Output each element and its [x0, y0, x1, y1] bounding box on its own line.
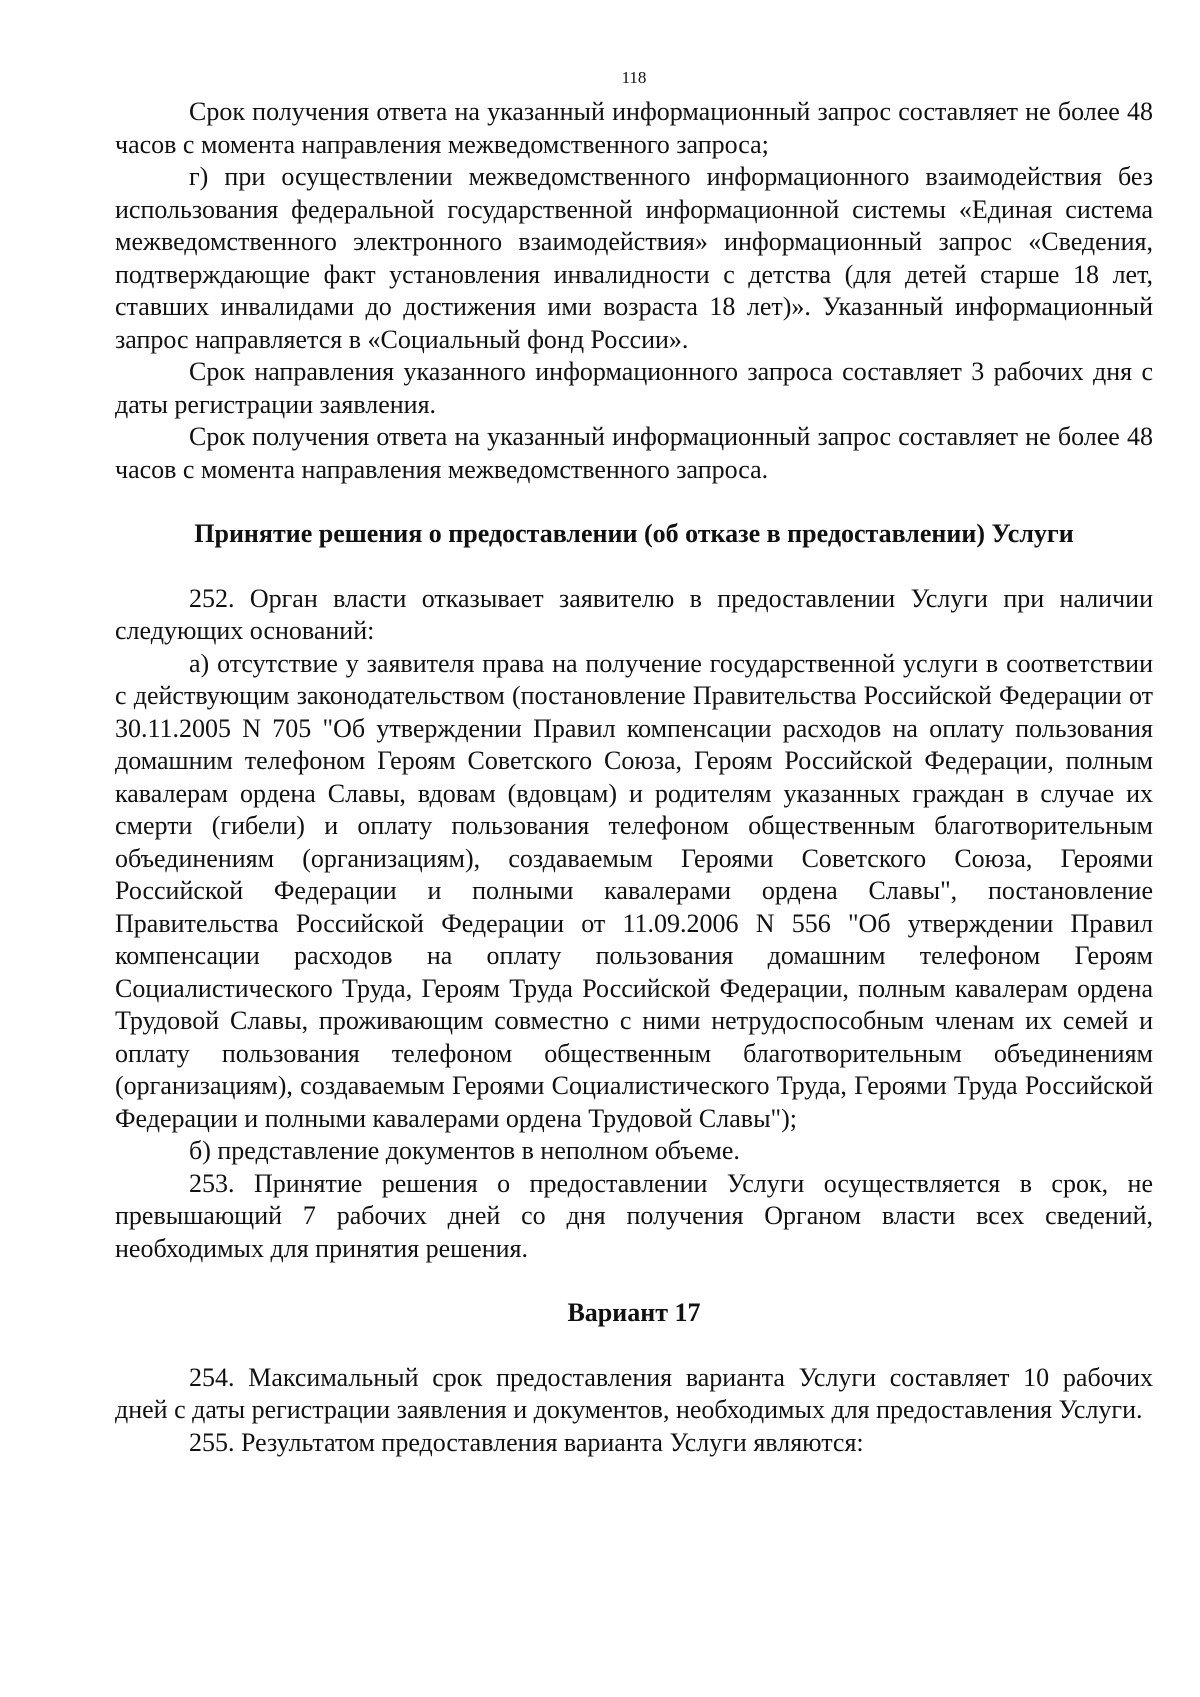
page-number: 118	[621, 68, 647, 87]
paragraph-item-b: б) представление документов в неполном объеме.	[189, 1136, 740, 1165]
paragraph-255: 255. Результатом предоставления варианта Услуги являются:	[189, 1427, 864, 1457]
section-heading-variant: Вариант 17	[567, 1298, 701, 1327]
document-body	[115, 96, 1153, 1459]
paragraph-send-deadline: Срок направления указанного информационного запроса составляет 3 рабочих дня с даты регистрации заявления.	[115, 357, 1153, 419]
paragraph-253: 253. Принятие решения о предоставлении Услуги осуществляется в срок, не превышающий 7 рабочих дней со дня получения Органом власти всех сведений, необходимых для принятия решения.	[115, 1168, 1153, 1263]
paragraph-252: 252. Орган власти отказывает заявителю в предоставлении Услуги при наличии следующих оснований:	[115, 583, 1153, 645]
paragraph-item-a: а) отсутствие у заявителя права на получение государственной услуги в соответствии с действующим законодательством (постановление Правительства Российской Федерации от 30.11.2005 N 705 "Об утверждении Правил компенсации расходов на оплату пользования домашним телефоном Героям Советского Союза, Героям Российской Федерации, полным кавалерам ордена Славы, вдовам (вдовцам) и родителям указанных граждан в случае их смерти (гибели) и оплату пользования телефоном общественным благотворительным объединениям (организациям), создаваемым Героями Советского Союза, Героями Российской Федерации и полными кавалерами ордена Славы", постановление Правительства Российской Федерации от 11.09.2006 N 556 "Об утверждении Правил компенсации расходов на оплату пользования домашним телефоном Героям Социалистического Труда, Героям Труда Российской Федерации, полным кавалерам ордена Трудовой Славы, проживающим совместно с ними нетрудоспособным членам их семей и оплату пользования телефоном общественным благотворительным объединениям (организациям), создаваемым Героями Социалистического Труда, Героями Труда Российской Федерации и полными кавалерами ордена Трудовой Славы");	[115, 648, 1153, 1133]
section-heading-decision: Принятие решения о предоставлении (об отказе в предоставлении) Услуги	[194, 519, 1074, 548]
paragraph-item-g: г) при осуществлении межведомственного информационного взаимодействия без использования федеральной государственной информационной системы «Единая система межведомственного электронного взаимодействия» информационный запрос «Сведения, подтверждающие факт установления инвалидности с детства (для детей старше 18 лет, ставших инвалидами до достижения ими возраста 18 лет)». Указанный информационный запрос направляется в «Социальный фонд России».	[115, 162, 1153, 354]
paragraph-254: 254. Максимальный срок предоставления варианта Услуги составляет 10 рабочих дней с даты регистрации заявления и документов, необходимых для предоставления Услуги.	[115, 1362, 1153, 1424]
paragraph-response-deadline-2: Срок получения ответа на указанный информационный запрос составляет не более 48 часов с момента направления межведомственного запроса.	[115, 422, 1153, 484]
paragraph-response-deadline: Срок получения ответа на указанный информационный запрос составляет не более 48 часов с момента направления межведомственного запроса;	[115, 97, 1153, 159]
